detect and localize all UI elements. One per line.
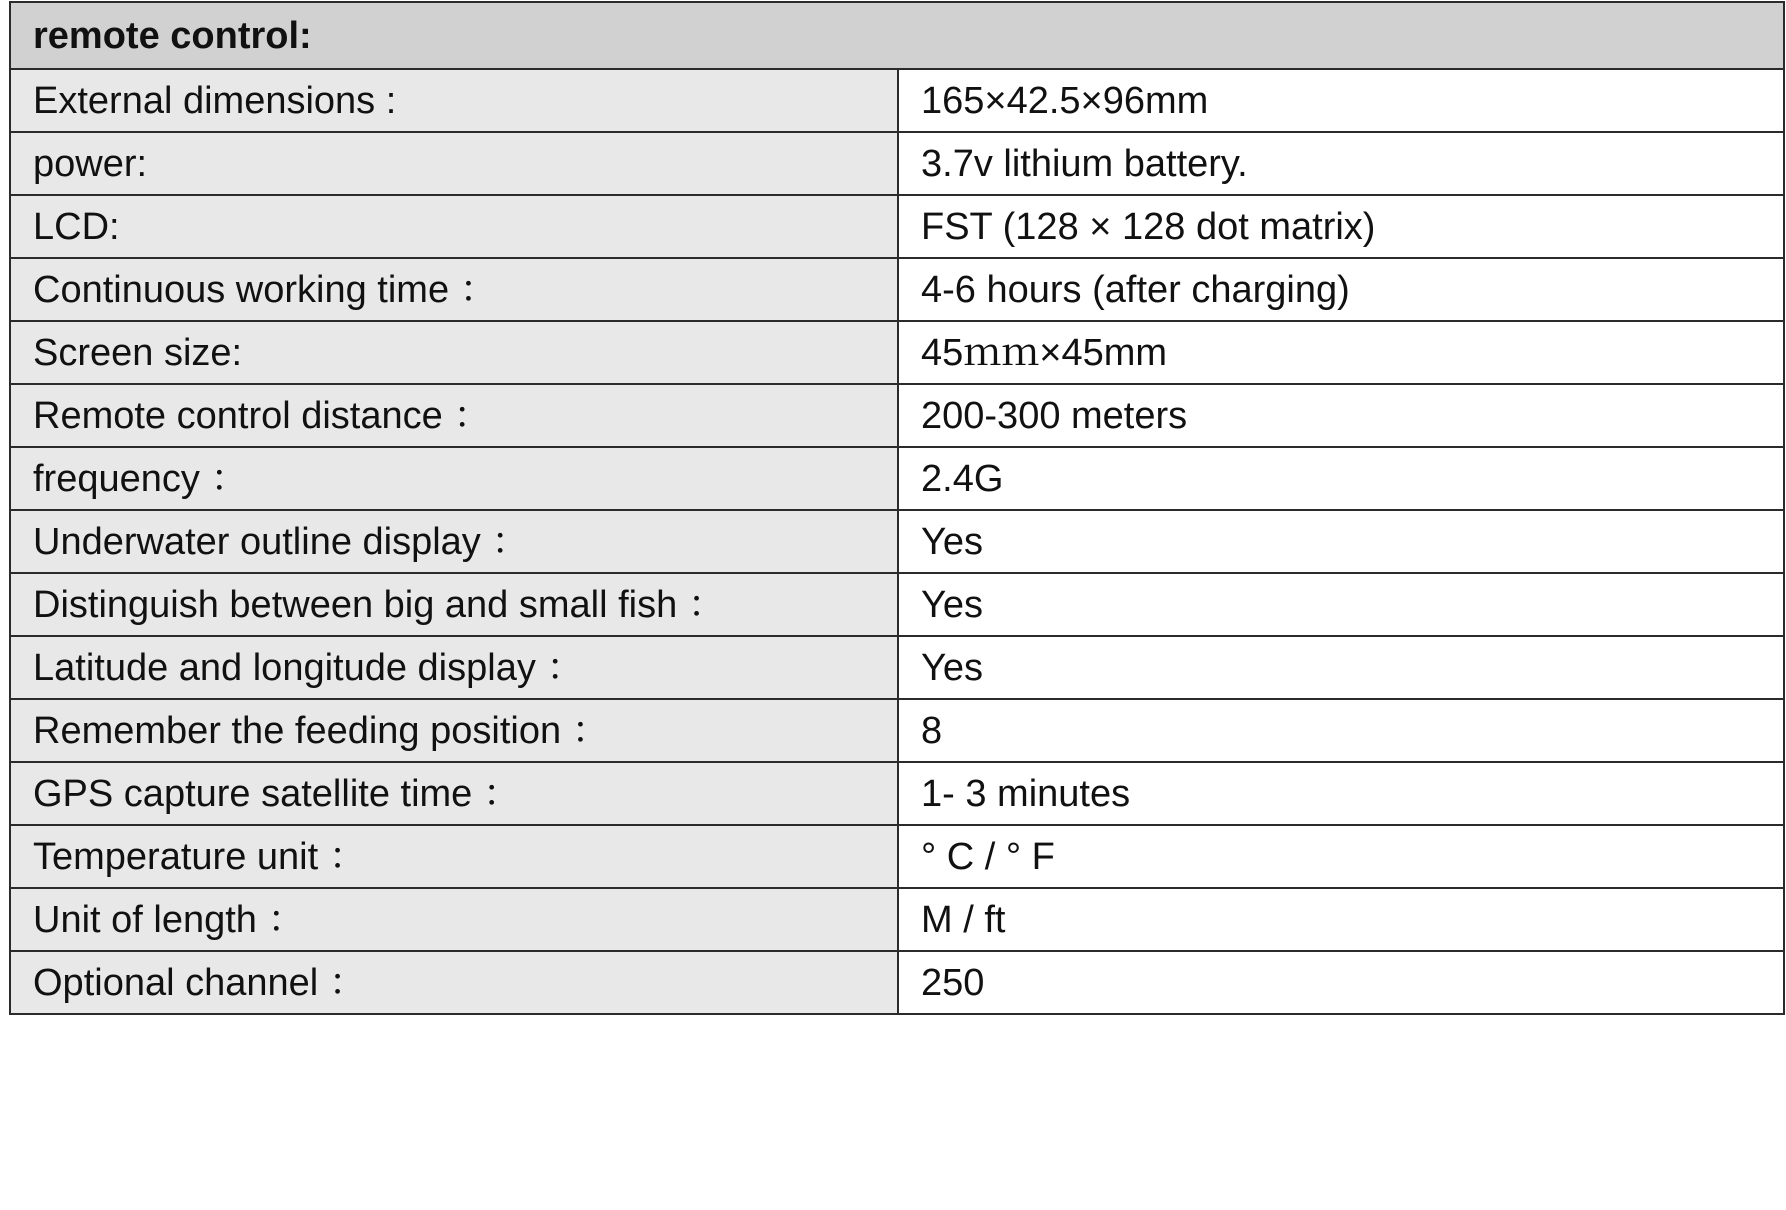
table-row — [10, 762, 1784, 825]
table-row — [10, 447, 1784, 510]
row-value: Yes — [898, 510, 1784, 573]
table-header-row — [10, 2, 1784, 69]
row-value: 4-6 hours (after charging) — [898, 258, 1784, 321]
table-row — [10, 258, 1784, 321]
row-value: 45ｍｍ×45mm — [898, 321, 1784, 384]
row-label: power: — [10, 132, 898, 195]
row-value: 200-300 meters — [898, 384, 1784, 447]
row-label: GPS capture satellite time ： — [10, 762, 898, 825]
table-row — [10, 384, 1784, 447]
row-value: Yes — [898, 573, 1784, 636]
table-row — [10, 636, 1784, 699]
row-value: 165×42.5×96mm — [898, 69, 1784, 132]
row-label: External dimensions : — [10, 69, 898, 132]
row-value: FST (128 × 128 dot matrix) — [898, 195, 1784, 258]
row-value: Yes — [898, 636, 1784, 699]
row-value: M / ft — [898, 888, 1784, 951]
row-label: Underwater outline display ： — [10, 510, 898, 573]
row-label: LCD: — [10, 195, 898, 258]
table-row — [10, 951, 1784, 1014]
table-row — [10, 699, 1784, 762]
row-label: Temperature unit ： — [10, 825, 898, 888]
row-label: frequency ： — [10, 447, 898, 510]
table-title: remote control: — [10, 2, 1784, 69]
table-row — [10, 195, 1784, 258]
row-value: 3.7v lithium battery. — [898, 132, 1784, 195]
table-row — [10, 888, 1784, 951]
row-label: Distinguish between big and small fish ： — [10, 573, 898, 636]
row-label: Latitude and longitude display ： — [10, 636, 898, 699]
row-label: Screen size: — [10, 321, 898, 384]
row-value: 8 — [898, 699, 1784, 762]
table-row — [10, 132, 1784, 195]
row-label: Remote control distance ： — [10, 384, 898, 447]
table-row — [10, 825, 1784, 888]
table-row — [10, 573, 1784, 636]
spec-table — [9, 1, 1785, 1015]
row-value: 1- 3 minutes — [898, 762, 1784, 825]
table-row — [10, 321, 1784, 384]
table-row — [10, 510, 1784, 573]
row-value: 2.4G — [898, 447, 1784, 510]
row-label: Optional channel ： — [10, 951, 898, 1014]
row-value: 250 — [898, 951, 1784, 1014]
row-label: Unit of length ： — [10, 888, 898, 951]
row-label: Continuous working time ： — [10, 258, 898, 321]
row-label: Remember the feeding position ： — [10, 699, 898, 762]
table-row — [10, 69, 1784, 132]
row-value: ° C / ° F — [898, 825, 1784, 888]
